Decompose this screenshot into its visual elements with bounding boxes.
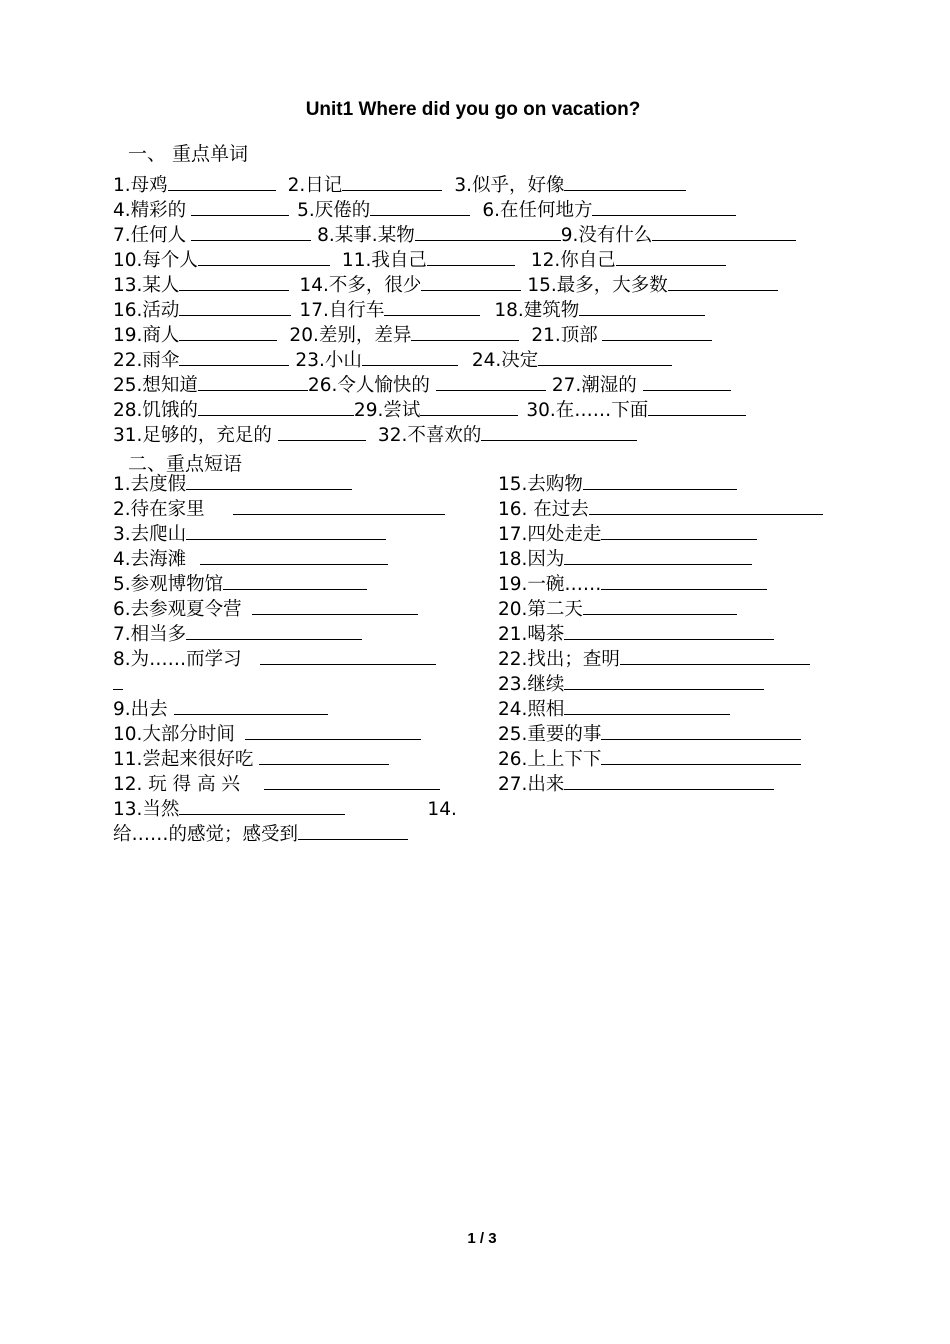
vocab-row [113,273,853,298]
vocab-item: 21.顶部 [531,325,598,346]
answer-blank[interactable] [186,522,386,540]
answer-blank[interactable] [564,547,752,565]
phrase-row [113,747,473,772]
answer-blank[interactable] [198,398,354,416]
answer-blank[interactable] [564,672,764,690]
phrase-item: 16. 在过去 [498,499,589,520]
answer-blank[interactable] [436,373,546,391]
answer-blank[interactable] [179,797,345,815]
vocab-item: 26.令人愉快的 [307,375,430,396]
phrase-row [498,472,848,497]
phrase-row [113,622,473,647]
answer-blank[interactable] [362,348,458,366]
answer-blank[interactable] [421,273,521,291]
answer-blank[interactable] [601,522,757,540]
phrase-item: 25.重要的事 [498,724,602,745]
phrase-row [113,772,473,797]
answer-blank[interactable] [601,722,801,740]
answer-blank[interactable] [264,772,440,790]
phrase-item: 15.去购物 [498,474,583,495]
phrase-row [113,697,473,722]
answer-blank[interactable] [233,497,445,515]
vocab-item: 6.在任何地方 [482,200,593,221]
answer-blank[interactable] [583,597,737,615]
phrase-row [113,497,473,522]
answer-blank[interactable] [564,697,730,715]
vocab-row [113,173,853,198]
answer-blank[interactable] [252,597,418,615]
phrase-row [113,722,473,747]
phrase-row [498,647,848,672]
vocab-item: 9.没有什么 [560,225,653,246]
phrase-item: 22.找出；查明 [498,649,620,670]
phrase-row [498,622,848,647]
phrase-item: 26.上上下下 [498,749,602,770]
phrase-item: 6.去参观夏令营 [113,599,242,620]
phrase-item: 24.照相 [498,699,565,720]
answer-blank[interactable] [602,323,712,341]
vocab-row [113,348,853,373]
section-heading-vocab: 一、 重点单词 [128,143,249,165]
phrases-left-column [113,472,473,847]
answer-blank[interactable] [589,497,823,515]
vocab-item: 30.在……下面 [526,400,649,421]
phrase-item: 1.去度假 [113,474,187,495]
answer-blank[interactable] [370,198,470,216]
section-heading-phrases: 二、重点短语 [128,453,243,475]
phrase-row [498,747,848,772]
answer-blank[interactable] [601,572,767,590]
answer-blank[interactable] [411,323,519,341]
answer-blank[interactable] [592,198,736,216]
answer-blank[interactable] [191,198,289,216]
vocab-item: 25.想知道 [113,375,198,396]
vocab-row [113,248,853,273]
phrase-item: 19.一碗…… [498,574,602,595]
phrase-row [498,497,848,522]
phrase-row [498,722,848,747]
answer-blank[interactable] [342,173,442,191]
phrase-row [113,547,473,572]
vocab-item: 18.建筑物 [494,300,580,321]
vocab-item: 11.我自己 [341,250,427,271]
answer-blank[interactable] [481,423,637,441]
answer-blank[interactable] [564,772,774,790]
vocab-item: 13.某人 [113,275,180,296]
answer-blank[interactable] [113,672,123,690]
phrase-item: 3.去爬山 [113,524,187,545]
answer-blank[interactable] [278,423,366,441]
phrase-row [498,597,848,622]
answer-blank[interactable] [245,722,421,740]
vocab-item: 2.日记 [287,175,343,196]
vocab-item: 8.某事.某物 [317,225,415,246]
phrase-row [498,697,848,722]
vocab-list [113,173,853,448]
phrase-item: 8.为……而学习 [113,649,242,670]
phrase-row [498,522,848,547]
vocab-item: 22.雨伞 [113,350,180,371]
answer-blank[interactable] [260,647,436,665]
answer-blank[interactable] [186,622,362,640]
phrase-item: 给……的感觉；感受到 [113,824,299,845]
phrase-item: 27.出来 [498,774,565,795]
vocab-row [113,223,853,248]
answer-blank[interactable] [174,697,328,715]
phrase-item: 11.尝起来很好吃 [113,749,254,770]
phrase-item: 18.因为 [498,549,565,570]
answer-blank[interactable] [198,373,308,391]
vocab-item: 32.不喜欢的 [377,425,482,446]
phrase-row [113,472,473,497]
vocab-item: 24.决定 [471,350,539,371]
phrase-item: 13.当然 [113,799,180,820]
phrase-item: 2.待在家里 [113,499,205,520]
vocab-item: 15.最多，大多数 [527,275,668,296]
phrase-row [113,597,473,622]
vocab-item: 3.似乎，好像 [454,175,565,196]
phrase-item: 20.第二天 [498,599,583,620]
answer-blank[interactable] [179,348,289,366]
answer-blank[interactable] [652,223,796,241]
phrase-row [113,522,473,547]
phrase-row [498,572,848,597]
vocab-item: 16.活动 [113,300,180,321]
vocab-item: 10.每个人 [113,250,198,271]
vocab-row [113,298,853,323]
phrase-item: 5.参观博物馆 [113,574,224,595]
vocab-item: 17.自行车 [299,300,385,321]
phrase-row [113,797,473,822]
phrase-item: 23.继续 [498,674,565,695]
vocab-item: 12.你自己 [530,250,616,271]
vocab-item: 27.潮湿的 [551,375,637,396]
phrases-right-column [498,472,848,797]
answer-blank[interactable] [179,323,277,341]
vocab-item: 14.不多，很少 [299,275,422,296]
answer-blank[interactable] [616,248,726,266]
answer-blank[interactable] [223,572,367,590]
answer-blank[interactable] [564,173,686,191]
answer-blank[interactable] [420,398,518,416]
answer-blank[interactable] [579,298,705,316]
answer-blank[interactable] [648,398,746,416]
answer-blank[interactable] [179,298,291,316]
phrase-row [113,647,473,672]
answer-blank[interactable] [427,248,515,266]
answer-blank[interactable] [384,298,480,316]
phrase-row [113,572,473,597]
vocab-item: 7.任何人 [113,225,187,246]
phrase-row [113,672,473,697]
vocab-item: 5.厌倦的 [297,200,371,221]
vocab-row [113,398,853,423]
phrase-item: 10.大部分时间 [113,724,235,745]
vocab-row [113,198,853,223]
vocab-row [113,423,853,448]
answer-blank[interactable] [583,472,737,490]
vocab-item: 29.尝试 [353,400,421,421]
vocab-item: 20.差别，差异 [289,325,412,346]
vocab-item: 31.足够的，充足的 [113,425,272,446]
answer-blank[interactable] [179,273,289,291]
phrase-item: 4.去海滩 [113,549,187,570]
phrase-row [498,672,848,697]
vocab-item: 1.母鸡 [113,175,168,196]
answer-blank[interactable] [259,747,389,765]
answer-blank[interactable] [168,173,276,191]
answer-blank[interactable] [620,647,810,665]
phrase-item: 17.四处走走 [498,524,602,545]
phrase-row [113,822,473,847]
phrase-item: 12. 玩 得 高 兴 [113,774,240,795]
page-title: Unit1 Where did you go on vacation? [305,99,641,120]
phrase-item: 21.喝茶 [498,624,565,645]
answer-blank[interactable] [415,223,561,241]
answer-blank[interactable] [200,547,388,565]
vocab-item: 19.商人 [113,325,180,346]
vocab-row [113,373,853,398]
phrase-item: 7.相当多 [113,624,187,645]
phrase-item: 14. [427,799,457,820]
answer-blank[interactable] [186,472,352,490]
answer-blank[interactable] [643,373,731,391]
vocab-item: 23.小山 [295,350,362,371]
answer-blank[interactable] [298,822,408,840]
phrase-item: 9.出去 [113,699,168,720]
vocab-item: 4.精彩的 [113,200,187,221]
answer-blank[interactable] [668,273,778,291]
vocab-item: 28.饥饿的 [113,400,198,421]
answer-blank[interactable] [191,223,311,241]
vocab-row [113,323,853,348]
answer-blank[interactable] [538,348,672,366]
page-number: 1 / 3 [467,1230,497,1247]
answer-blank[interactable] [198,248,330,266]
phrase-row [498,772,848,797]
answer-blank[interactable] [601,747,801,765]
phrase-row [498,547,848,572]
answer-blank[interactable] [564,622,774,640]
